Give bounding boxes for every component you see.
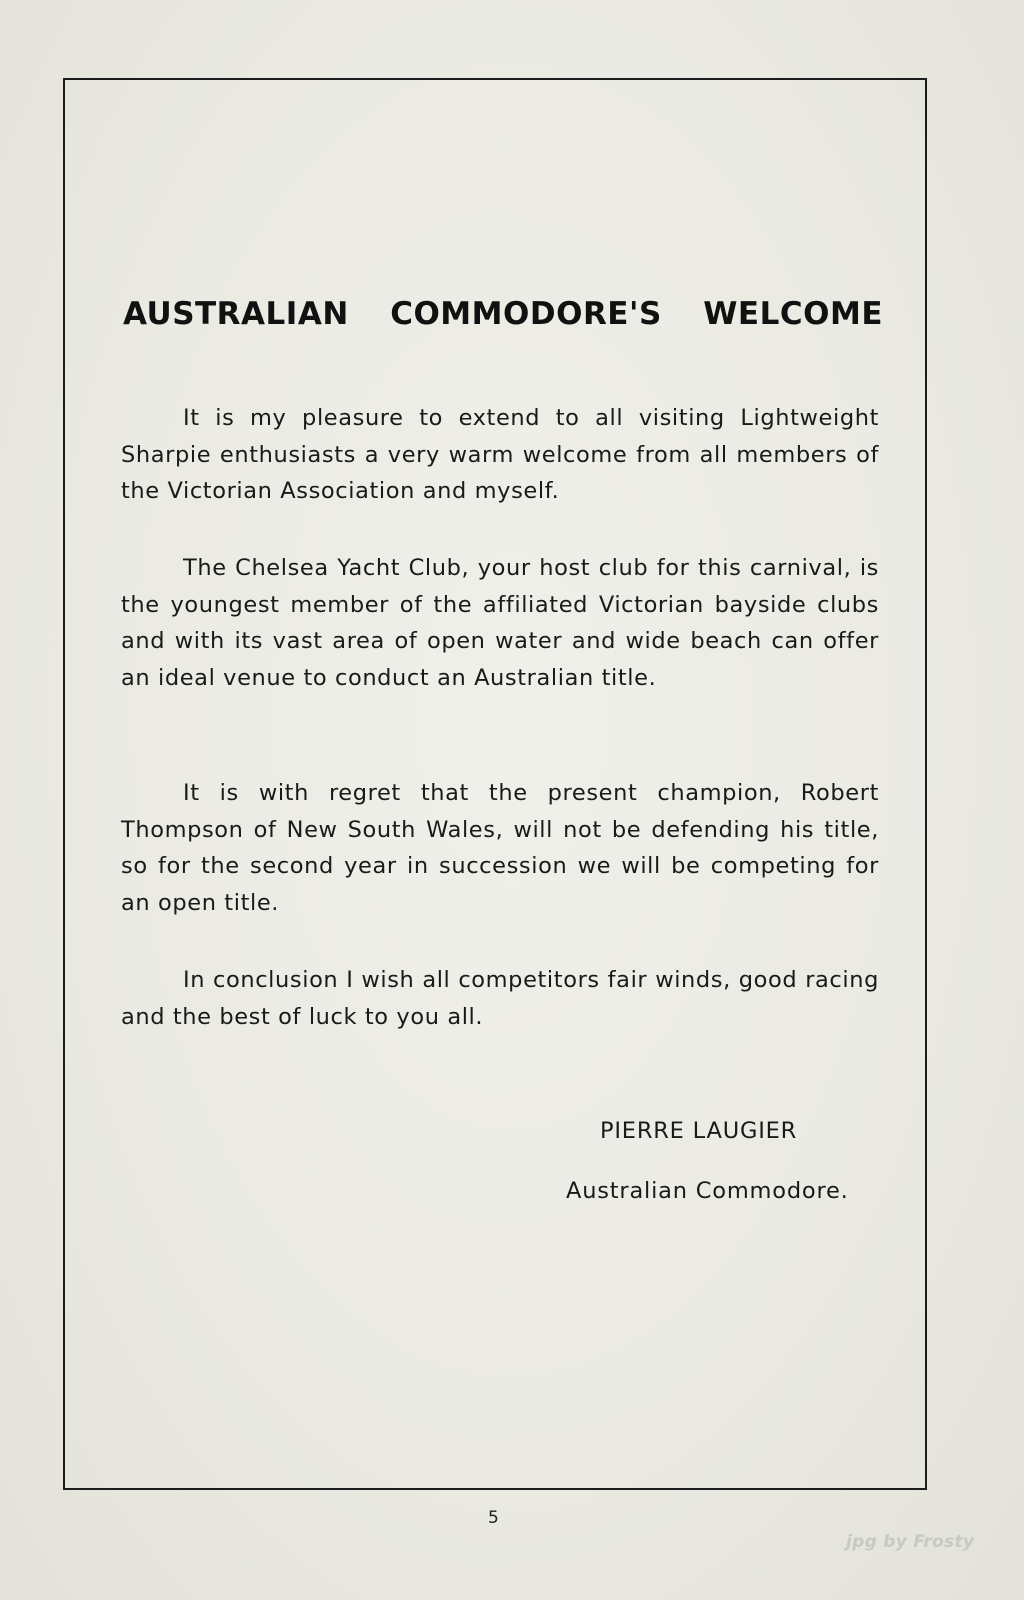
paragraph-conclusion: In conclusion I wish all competitors fair winds, good racing and the best of luck to you all. <box>121 967 879 1030</box>
watermark: jpg by Frosty <box>846 1532 975 1552</box>
signature-title: Australian Commodore. <box>566 1178 849 1204</box>
page-title: AUSTRALIAN COMMODORE'S WELCOME <box>123 296 883 332</box>
paragraph-host-club: The Chelsea Yacht Club, your host club for this carnival, is the youngest member of the affiliated Victorian bayside clubs and with its vast area of open water and wide beach can offer an ideal venue to conduct an Australian title. <box>121 555 879 691</box>
paragraph-champion: It is with regret that the present champion, Robert Thompson of New South Wales, will not be defending his title, so for the second year in succession we will be competing for an open title. <box>121 780 879 916</box>
signature-name: PIERRE LAUGIER <box>600 1118 798 1144</box>
page-number: 5 <box>488 1508 499 1528</box>
paragraph-welcome: It is my pleasure to extend to all visiting Lightweight Sharpie enthusiasts a very warm welcome from all members of the Victorian Association and myself. <box>121 405 879 504</box>
